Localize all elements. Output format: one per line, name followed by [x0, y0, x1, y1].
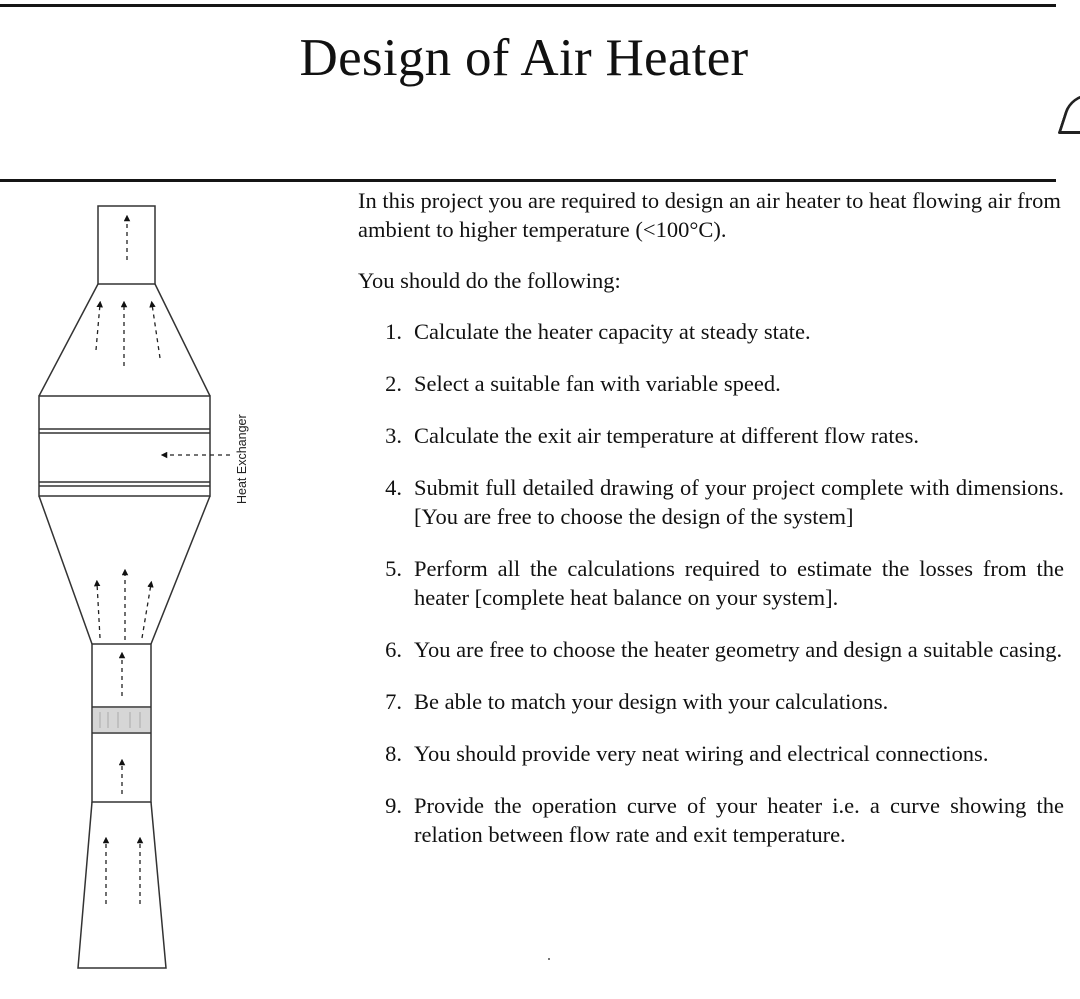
- list-item: [358, 791, 1064, 849]
- page-title: Design of Air Heater: [299, 29, 749, 87]
- item-text: Calculate the exit air temperature at different flow rates.: [414, 423, 919, 448]
- airflow-arrow-icon: [96, 304, 100, 350]
- assignment-text: [358, 186, 1064, 872]
- item-text: Calculate the heater capacity at steady state.: [414, 319, 811, 344]
- item-text: You are free to choose the heater geometry and design a suitable casing.: [414, 637, 1063, 662]
- airflow-arrow-icon: [97, 583, 100, 638]
- top-rule: [0, 4, 1056, 7]
- heat-exchanger-body: [39, 396, 210, 496]
- item-text: Submit full detailed drawing of your project complete with dimensions. [You are free to choose the design of the system]: [414, 475, 1064, 529]
- list-item: [358, 635, 1064, 664]
- list-item: [358, 687, 1064, 716]
- airflow-arrow-icon: [142, 584, 151, 638]
- list-item: [358, 554, 1064, 612]
- item-text: Select a suitable fan with variable speed.: [414, 371, 781, 396]
- item-number: 1.: [385, 319, 402, 344]
- list-item: [358, 369, 1064, 398]
- fan-band: [93, 708, 150, 732]
- task-list: [358, 317, 1064, 849]
- item-number: 8.: [385, 741, 402, 766]
- heat-exchanger-label: Heat Exchanger: [235, 414, 249, 504]
- outlet-duct: [98, 206, 155, 284]
- list-item: [358, 421, 1064, 450]
- item-text: Be able to match your design with your calculations.: [414, 689, 889, 714]
- item-number: 4.: [385, 475, 402, 500]
- list-item: [358, 317, 1064, 346]
- item-text: Perform all the calculations required to estimate the losses from the heater [complete heat balance on your system].: [414, 556, 1064, 610]
- item-number: 3.: [385, 423, 402, 448]
- item-text: Provide the operation curve of your heater i.e. a curve showing the relation between flow rate and exit temperature.: [414, 793, 1064, 847]
- air-heater-diagram: [30, 200, 270, 980]
- item-text: You should provide very neat wiring and electrical connections.: [414, 741, 989, 766]
- item-number: 2.: [385, 371, 402, 396]
- edge-mark: [1058, 94, 1080, 134]
- item-number: 9.: [385, 793, 402, 818]
- item-number: 7.: [385, 689, 402, 714]
- list-item: [358, 473, 1064, 531]
- item-number: 6.: [385, 637, 402, 662]
- list-item: [358, 739, 1064, 768]
- lead-paragraph: You should do the following:: [358, 268, 621, 293]
- header-rule: [0, 179, 1056, 182]
- airflow-arrow-icon: [152, 304, 160, 358]
- item-number: 5.: [385, 556, 402, 581]
- scan-speck: [548, 958, 550, 960]
- intro-paragraph: In this project you are required to design an air heater to heat flowing air from ambient to higher temperature (<100°C).: [358, 188, 1061, 242]
- inlet-duct: [78, 802, 166, 968]
